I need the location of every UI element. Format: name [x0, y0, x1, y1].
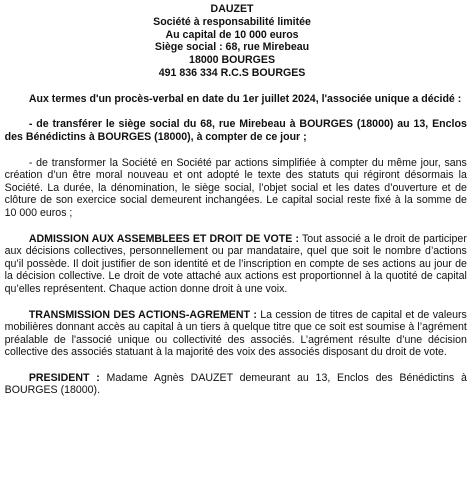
company-name: DAUZET [210, 3, 254, 15]
admission-paragraph [5, 233, 467, 296]
admission-text: Tout associé a le droit de participer aux décisions collectives, personnellement ou par mandataire, quel que soit le nombre d’actions qu’il possède. Il doit justifier de son identité et de l’inscription en compte de ses actions au jour de la décision collective. Le droit de vote attaché aux actions est proportionnel à la quotité de capital qu’elles représentent. Chaque action donne droit à une voix. [4, 232, 467, 295]
transmission-heading: TRANSMISSION DES ACTIONS-AGREMENT : [28, 308, 257, 321]
transmission-paragraph [5, 309, 467, 359]
president-heading: PRESIDENT : [28, 371, 100, 384]
president-paragraph [5, 372, 467, 397]
company-city: 18000 BOURGES [189, 54, 276, 67]
company-header [5, 3, 460, 80]
company-seat: Siège social : 68, rue Mirebeau [154, 41, 310, 54]
admission-heading: ADMISSION AUX ASSEMBLEES ET DROIT DE VOTE : [28, 232, 300, 245]
decision-transfer: - de transférer le siège social du 68, rue Mirebeau à BOURGES (18000) au 13, Enclos des Bénédictins à BOURGES (18000), à compter de ce jour ; [4, 118, 467, 143]
decision-transform: - de transformer la Société en Société par actions simplifiée à compter du même jour, sans création d’un être moral nouveau et ont adopté le texte des statuts qui régiront désormais la Société. La durée, la dénomination, le siège social, l’objet social et les dates d’ouverture et de clôture de son exercice social demeurent inchangées. Le capital social reste fixé à la somme de 10 000 euros ; [4, 156, 467, 219]
company-capital: Au capital de 10 000 euros [165, 28, 299, 41]
president-text: Madame Agnès DAUZET demeurant au 13, Enclos des Bénédictins à BOURGES (18000). [4, 371, 467, 397]
company-form: Société à responsabilité limitée [153, 15, 311, 28]
intro-paragraph: Aux termes d'un procès-verbal en date du 1er juillet 2024, l'associée unique a décidé : [28, 92, 462, 105]
company-rcs: 491 836 334 R.C.S BOURGES [158, 66, 306, 79]
transmission-text: La cession de titres de capital et de valeurs mobilières donnant accès au capital à un tiers à quelque titre que ce soit est soumise à l’agrément préalable de l'associé unique ou collectivité des associés. L’agrément résulte d’une décision collective des associés statuant à la majorité des voix des associés disposant du droit de vote. [4, 308, 467, 359]
